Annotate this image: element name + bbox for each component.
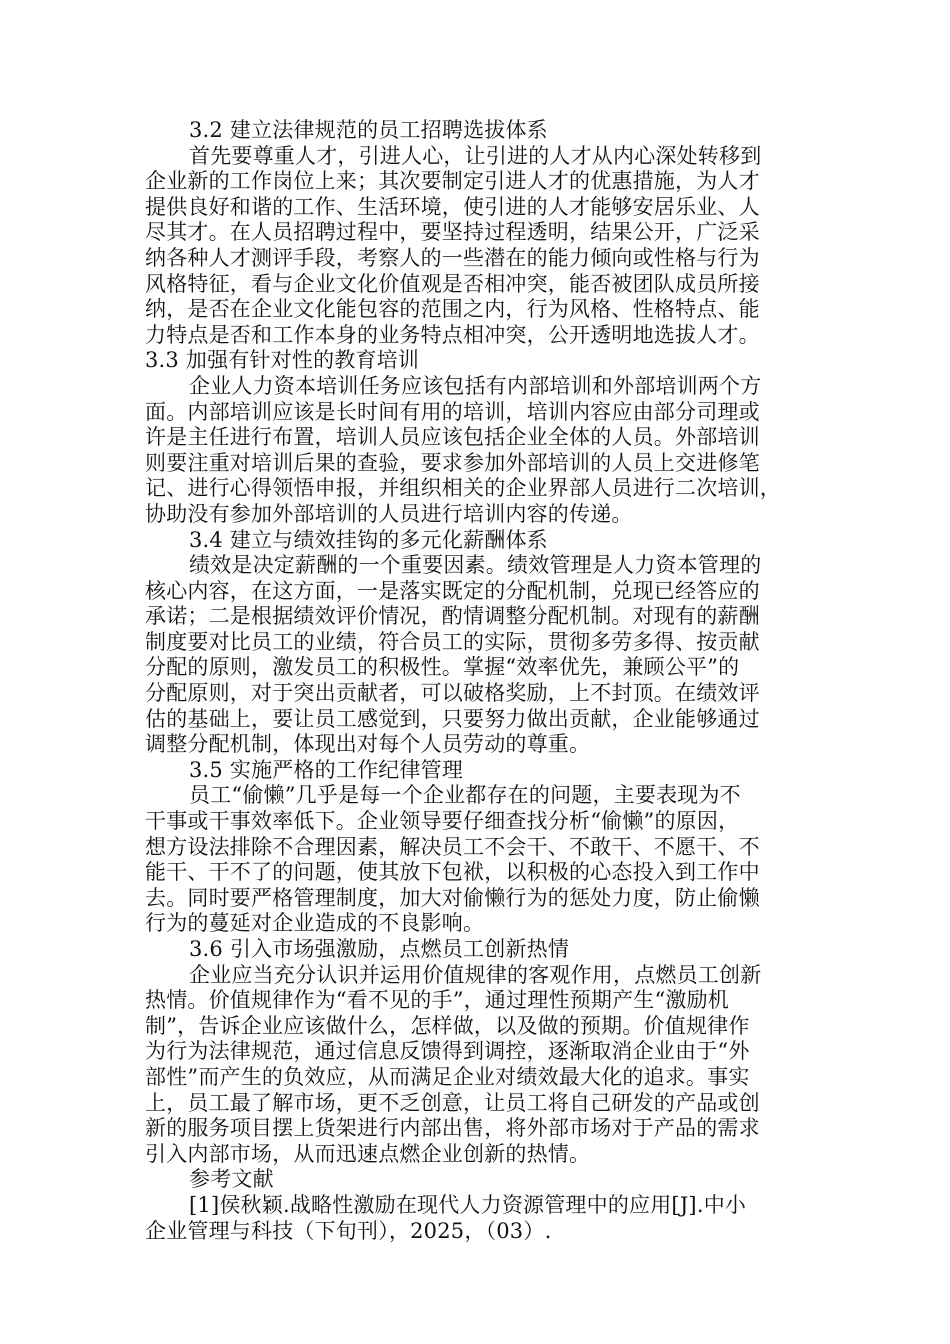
document-body bbox=[145, 118, 805, 1244]
text-line: 企业管理与科技（下旬刊），2025，（03）. bbox=[145, 1218, 552, 1243]
text-line: 承诺；二是根据绩效评价情况，酌情调整分配机制。对现有的薪酬 bbox=[145, 604, 760, 629]
text-line: 3.2 建立法律规范的员工招聘选拔体系 bbox=[189, 118, 548, 142]
text-line: 记、进行心得领悟申报，并组织相关的企业界部人员进行二次培训， bbox=[145, 476, 781, 501]
text-line: 3.4 建立与绩效挂钩的多元化薪酬体系 bbox=[189, 527, 548, 552]
text-line: 去。同时要严格管理制度，加大对偷懒行为的惩处力度，防止偷懒 bbox=[145, 885, 760, 910]
text-line: [1]侯秋颖.战略性激励在现代人力资源管理中的应用[J].中小 bbox=[189, 1192, 747, 1217]
text-line: 协助没有参加外部培训的人员进行培训内容的传递。 bbox=[145, 501, 633, 526]
text-line: 企业应当充分认识并运用价值规律的客观作用，点燃员工创新 bbox=[189, 962, 762, 987]
text-line: 引入内部市场，从而迅速点燃企业创新的热情。 bbox=[145, 1141, 591, 1166]
text-line: 提供良好和谐的工作、生活环境，使引进的人才能够安居乐业、人 bbox=[145, 194, 760, 219]
text-line: 干事或干事效率低下。企业领导要仔细查找分析“偷懒”的原因， bbox=[145, 809, 740, 834]
text-line: 调整分配机制，体现出对每个人员劳动的尊重。 bbox=[145, 732, 591, 757]
text-line: 新的服务项目摆上货架进行内部出售，将外部市场对于产品的需求 bbox=[145, 1116, 760, 1141]
text-line: 分配的原则，激发员工的积极性。掌握“效率优先，兼顾公平”的 bbox=[145, 655, 740, 680]
text-line: 制”，告诉企业应该做什么，怎样做，以及做的预期。价值规律作 bbox=[145, 1013, 750, 1038]
text-line: 估的基础上，要让员工感觉到，只要努力做出贡献，企业能够通过 bbox=[145, 706, 760, 731]
text-line: 上，员工最了解市场，更不乏创意，让员工将自己研发的产品或创 bbox=[145, 1090, 760, 1115]
text-line: 核心内容，在这方面，一是落实既定的分配机制，兑现已经答应的 bbox=[145, 578, 760, 603]
text-line: 企业人力资本培训任务应该包括有内部培训和外部培训两个方 bbox=[189, 373, 762, 398]
text-line: 风格特征，看与企业文化价值观是否相冲突，能否被团队成员所接 bbox=[145, 271, 760, 296]
text-line: 纳各种人才测评手段，考察人的一些潜在的能力倾向或性格与行为 bbox=[145, 245, 760, 270]
text-line: 参考文献 bbox=[189, 1167, 274, 1192]
text-line: 尽其才。在人员招聘过程中，要坚持过程透明，结果公开，广泛采 bbox=[145, 220, 760, 245]
text-line: 企业新的工作岗位上来；其次要制定引进人才的优惠措施，为人才 bbox=[145, 169, 760, 194]
text-line: 3.3 加强有针对性的教育培训 bbox=[145, 348, 420, 373]
text-line: 绩效是决定薪酬的一个重要因素。绩效管理是人力资本管理的 bbox=[189, 553, 762, 578]
text-line: 为行为法律规范，通过信息反馈得到调控，逐渐取消企业由于“外 bbox=[145, 1039, 750, 1064]
text-line: 则要注重对培训后果的查验，要求参加外部培训的人员上交进修笔 bbox=[145, 450, 760, 475]
text-line: 纳，是否在企业文化能包容的范围之内，行为风格、性格特点、能 bbox=[145, 297, 760, 322]
text-line: 力特点是否和工作本身的业务特点相冲突，公开透明地选拔人才。 bbox=[145, 322, 760, 347]
text-line: 制度要对比员工的业绩，符合员工的实际，贯彻多劳多得、按贡献 bbox=[145, 629, 760, 654]
text-line: 员工“偷懒”几乎是每一个企业都存在的问题，主要表现为不 bbox=[189, 783, 741, 808]
text-line: 部性”而产生的负效应，从而满足企业对绩效最大化的追求。事实 bbox=[145, 1064, 750, 1089]
text-line: 3.6 引入市场强激励，点燃员工创新热情 bbox=[189, 937, 570, 961]
text-line: 分配原则，对于突出贡献者，可以破格奖励，上不封顶。在绩效评 bbox=[145, 681, 760, 706]
text-line: 热情。价值规律作为“看不见的手”，通过理性预期产生“激励机 bbox=[145, 988, 730, 1013]
text-line: 能干、干不了的问题，使其放下包袱，以积极的心态投入到工作中 bbox=[145, 860, 760, 885]
text-line: 3.5 实施严格的工作纪律管理 bbox=[189, 757, 464, 782]
text-line: 想方设法排除不合理因素，解决员工不会干、不敢干、不愿干、不 bbox=[145, 834, 760, 859]
text-line: 许是主任进行布置，培训人员应该包括企业全体的人员。外部培训 bbox=[145, 425, 760, 450]
text-line: 面。内部培训应该是长时间有用的培训，培训内容应由部分司理或 bbox=[145, 399, 760, 424]
text-line: 首先要尊重人才，引进人心，让引进的人才从内心深处转移到 bbox=[189, 143, 762, 168]
text-line: 行为的蔓延对企业造成的不良影响。 bbox=[145, 911, 485, 936]
